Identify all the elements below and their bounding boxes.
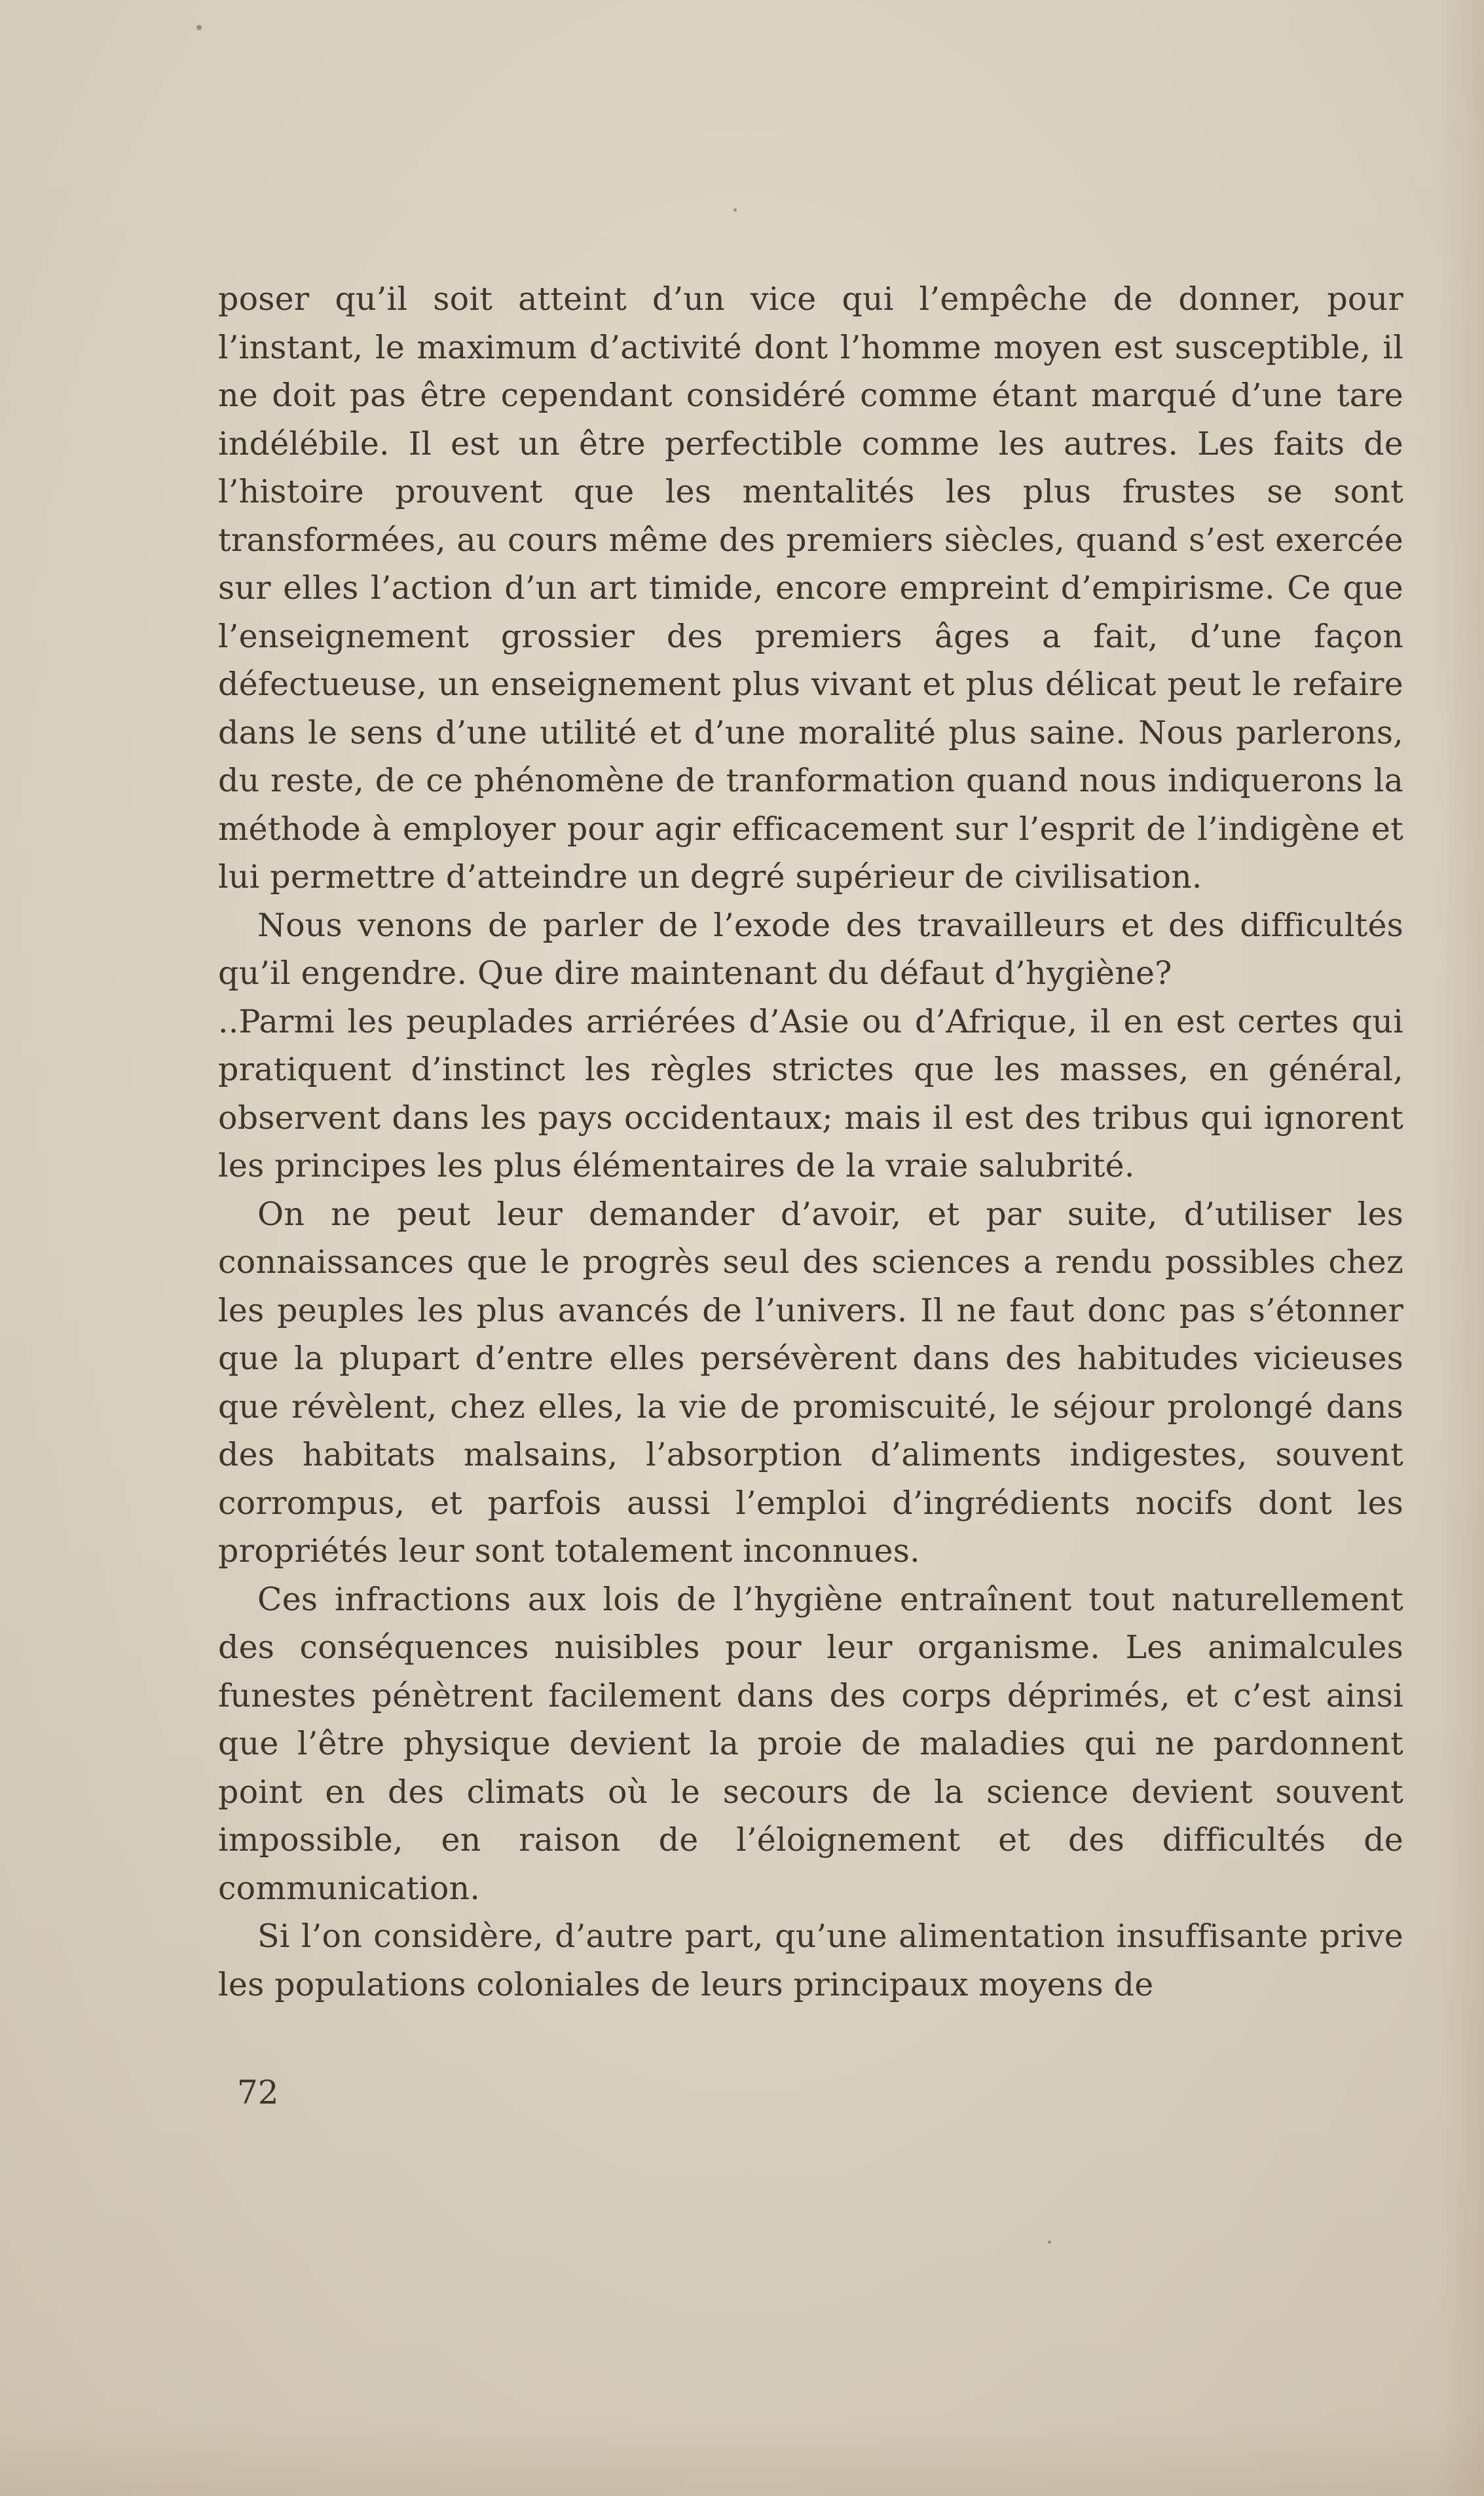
paragraph: On ne peut leur demander d’avoir, et par suite, d’utiliser les connaissances que le progrès seul des sciences a rendu possibles chez les peuples les plus avancés de l’univers. Il ne faut donc pas s’étonner que la plupart d’entre elles persévèrent dans des habitudes vicieuses que révèlent, chez elles, la vie de promiscuité, le séjour prolongé dans des habitats malsains, l’absorption d’aliments indigestes, souvent corrompus, et parfois aussi l’emploi d’ingrédients nocifs dont les propriétés leur sont totalement inconnues. bbox=[218, 1195, 1403, 1570]
paragraph: Ces infractions aux lois de l’hygiène entraînent tout naturellement des conséquences nuisibles pour leur organisme. Les animalcules funestes pénètrent facilement dans des corps déprimés, et c’est ainsi que l’être physique devient la proie de maladies qui ne pardonnent point en des climats où le secours de la science devient souvent impossible, en raison de l’éloignement et des difficultés de communication. bbox=[218, 1580, 1403, 1907]
paragraph: Nous venons de parler de l’exode des travailleurs et des difficultés qu’il engendre. Que dire maintenant du défaut d’hygiène? bbox=[218, 906, 1403, 992]
paper-speck bbox=[196, 25, 202, 30]
paper-speck bbox=[1048, 2241, 1051, 2244]
paper-speck bbox=[733, 208, 737, 212]
paragraph: poser qu’il soit atteint d’un vice qui l’empêche de donner, pour l’instant, le maximum d’activité dont l’homme moyen est susceptible, il ne doit pas être cependant considéré comme étant marqué d’une tare indélébile. Il est un être perfectible comme les autres. Les faits de l’histoire prouvent que les mentalités les plus frustes se sont transformées, au cours même des premiers siècles, quand s’est exercée sur elles l’action d’un art timide, encore empreint d’empirisme. Ce que l’enseignement grossier des premiers âges a fait, d’une façon défectueuse, un enseignement plus vivant et plus délicat peut le refaire dans le sens d’une utilité et d’une moralité plus saine. Nous parlerons, du reste, de ce phénomène de tranformation quand nous indiquerons la méthode à employer pour agir efficacement sur l’esprit de l’indigène et lui permettre d’atteindre un degré supérieur de civilisation. bbox=[218, 280, 1403, 896]
page-number: 72 bbox=[237, 2073, 279, 2111]
body-text bbox=[218, 275, 1403, 2009]
page-edge-shadow-bottom bbox=[0, 2417, 1484, 2496]
page-edge-shadow-right bbox=[1438, 0, 1484, 2496]
paragraph: ..Parmi les peuplades arriérées d’Asie ou d’Afrique, il en est certes qui pratiquent d’instinct les règles strictes que les masses, en général, observent dans les pays occidentaux; mais il est des tribus qui ignorent les principes les plus élémentaires de la vraie salubrité. bbox=[218, 1002, 1403, 1184]
paragraph: Si l’on considère, d’autre part, qu’une alimentation insuffisante prive les populations coloniales de leurs principaux moyens de bbox=[218, 1918, 1403, 2003]
